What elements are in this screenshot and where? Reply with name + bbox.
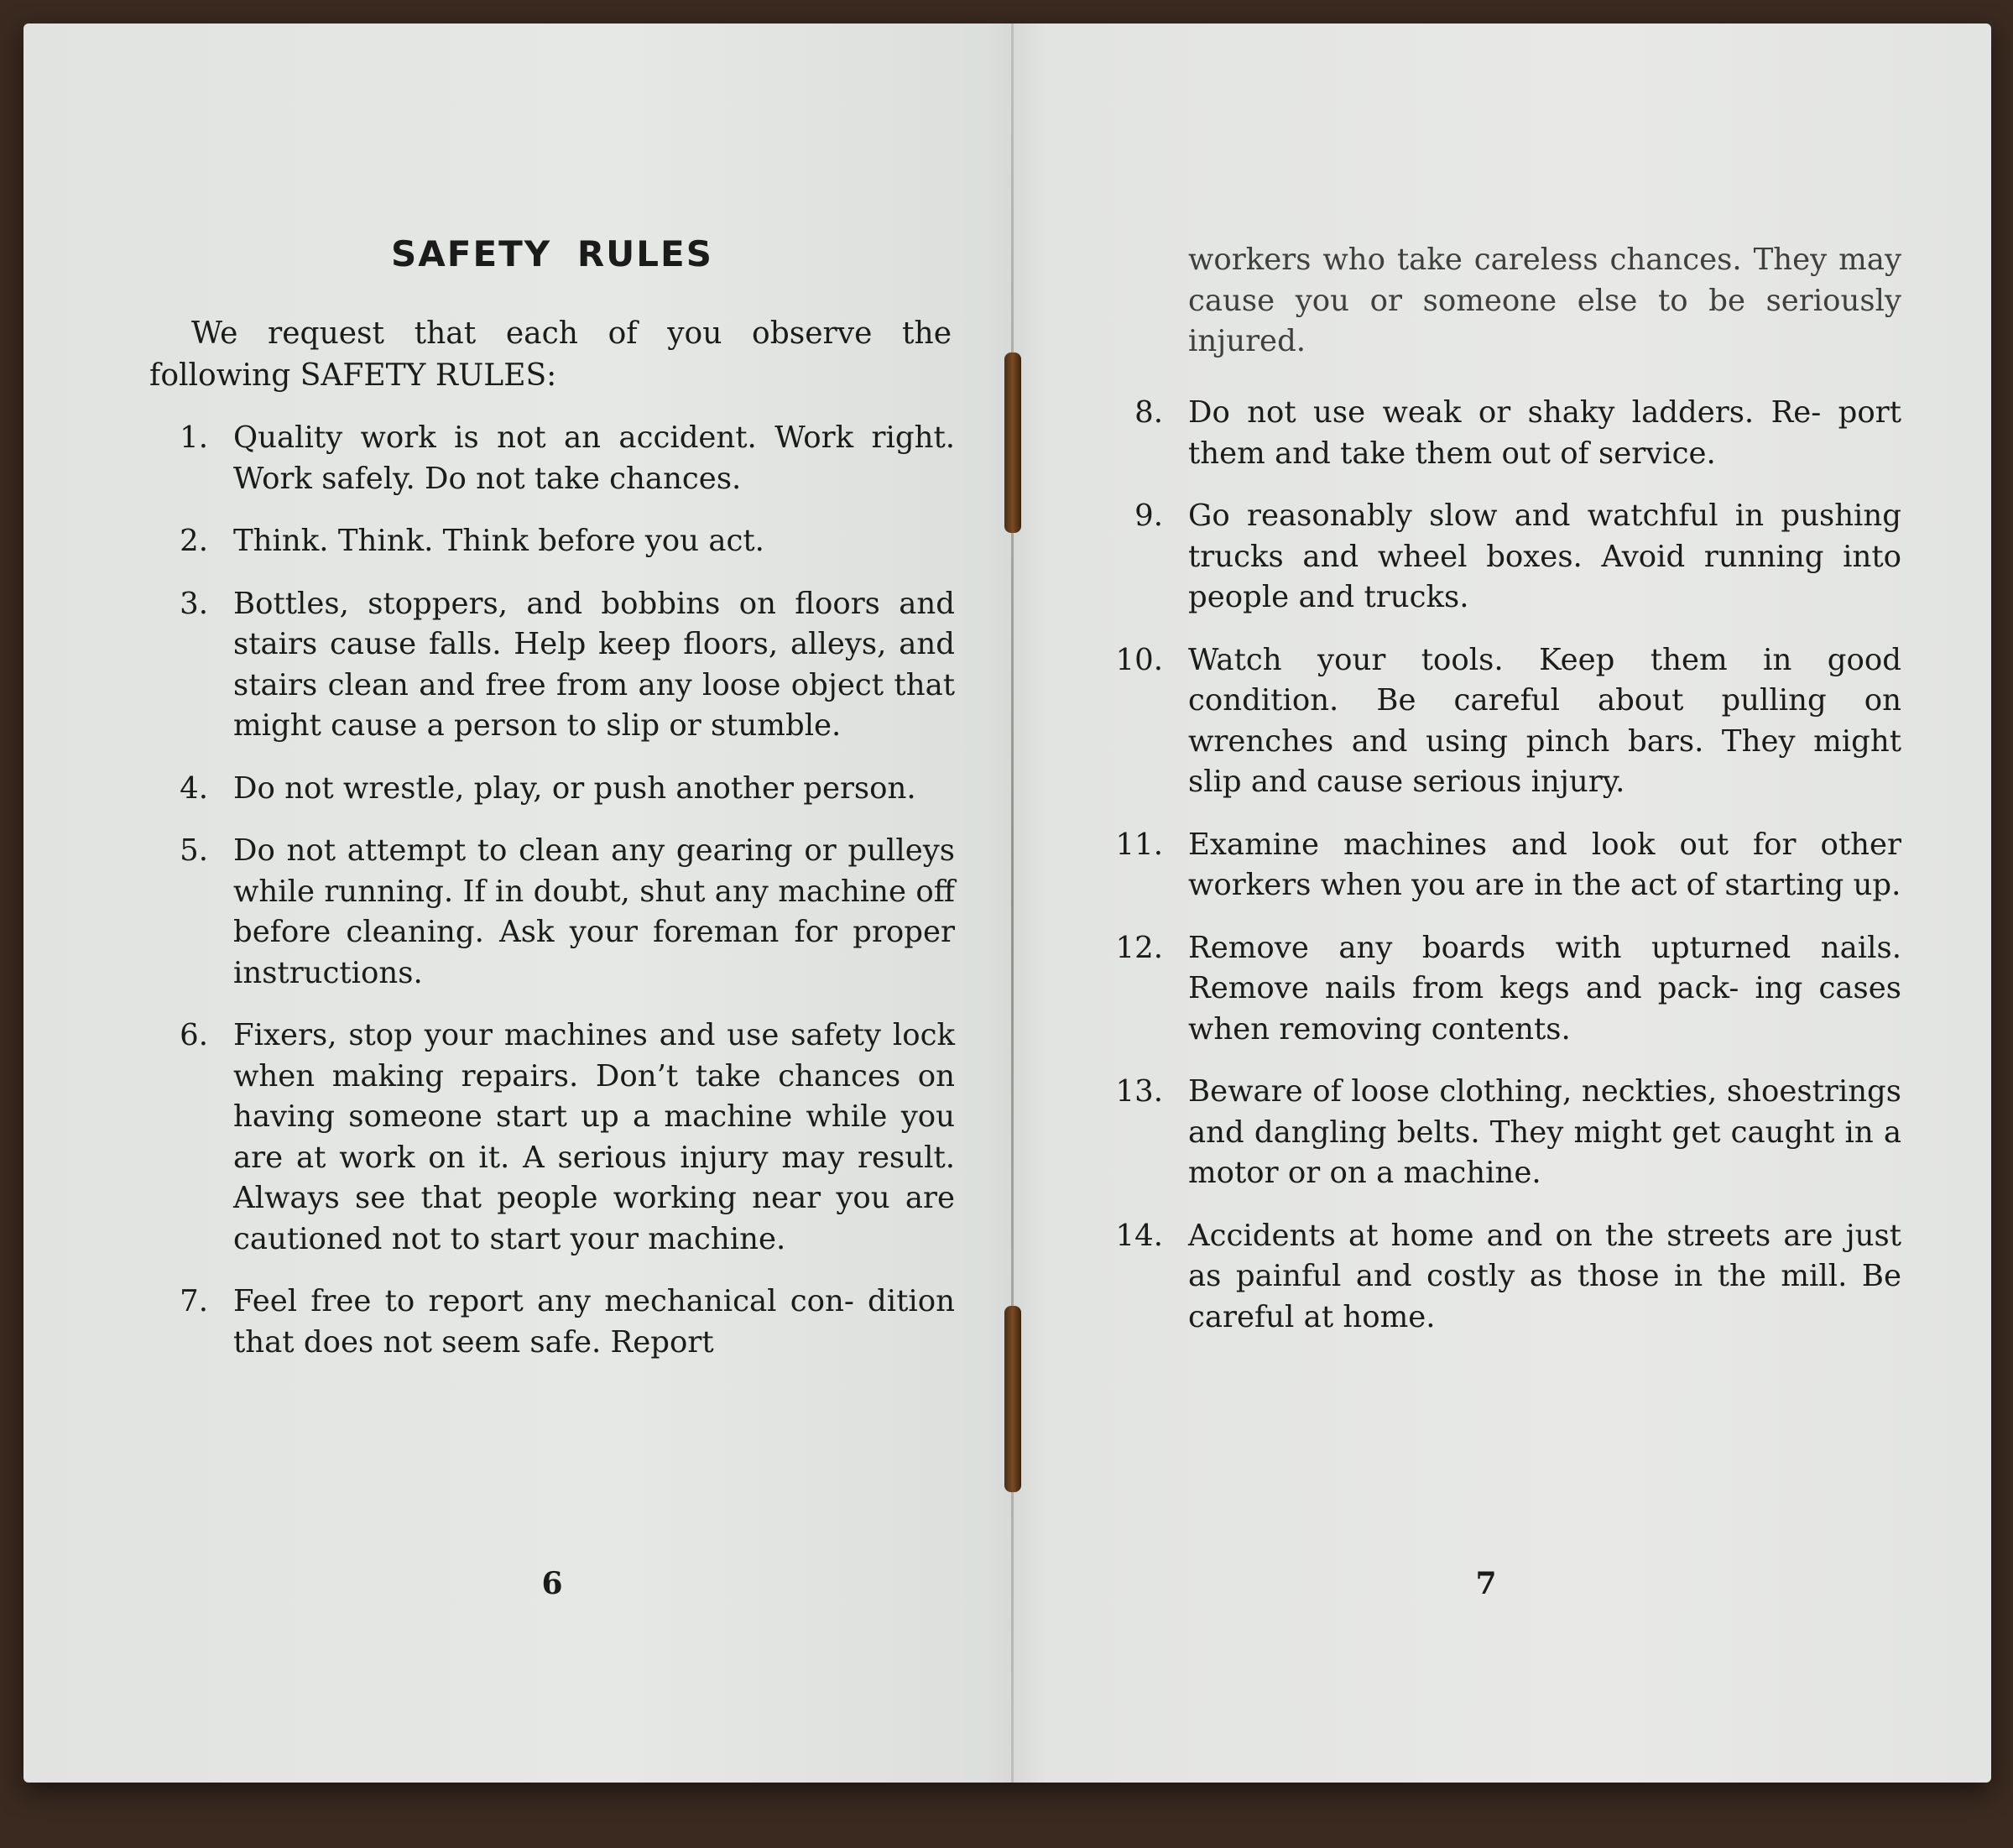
staple-top <box>1004 352 1021 533</box>
rule-14 <box>1071 1216 1901 1339</box>
rule-5 <box>149 831 955 994</box>
rule-10 <box>1071 640 1901 803</box>
rules-list-right <box>1071 393 1901 1360</box>
rule-number: 14. <box>1115 1218 1163 1253</box>
rule-3 <box>149 584 955 747</box>
rule-number: 10. <box>1115 642 1163 677</box>
rule-9 <box>1071 496 1901 619</box>
rule-text: Examine machines and look out for other workers when you are in the act of starting up. <box>1188 827 1901 902</box>
rule-text: Remove any boards with upturned nails. Remove nails from kegs and pack- ing cases when removing contents. <box>1188 930 1901 1047</box>
rule-number: 7. <box>180 1284 208 1318</box>
rule-number: 1. <box>180 420 208 455</box>
rule-text: Watch your tools. Keep them in good condition. Be careful about pulling on wrenches and using pinch bars. They might slip and cause serious injury. <box>1188 642 1901 799</box>
rule-text: Think. Think. Think before you act. <box>233 524 764 558</box>
rule-6 <box>149 1015 955 1260</box>
rule-text: Quality work is not an accident. Work right. Work safely. Do not take chances. <box>233 420 955 496</box>
rule-2 <box>149 521 955 562</box>
rule-text: Do not attempt to clean any gearing or pulleys while running. If in doubt, shut any machine off before cleaning. Ask your foreman for proper instructions. <box>233 833 955 990</box>
rule-text: Do not use weak or shaky ladders. Re- port them and take them out of service. <box>1188 395 1901 471</box>
spine-fold <box>1011 23 1014 1783</box>
rule-11 <box>1071 825 1901 906</box>
rule-1 <box>149 418 955 499</box>
rule-number: 12. <box>1115 930 1163 965</box>
rule-number: 5. <box>180 833 208 868</box>
page-title: SAFETY RULES <box>391 233 713 274</box>
booklet <box>23 23 1991 1783</box>
left-page <box>149 23 955 1783</box>
rule-number: 8. <box>1134 395 1163 430</box>
rule-text: Go reasonably slow and watchful in pushing trucks and wheel boxes. Avoid running into people and trucks. <box>1188 499 1901 614</box>
rule-number: 9. <box>1134 499 1163 533</box>
rule-number: 4. <box>180 770 208 806</box>
page-number: 6 <box>541 1566 563 1601</box>
rule-number: 13. <box>1115 1074 1163 1109</box>
rule-text: Fixers, stop your machines and use safety lock when making repairs. Don’t take chances on having someone start up a machine while you are at work on it. A serious injury may result. Always see that people working near you are cautioned not to start your machine. <box>233 1018 955 1256</box>
rule-text: Bottles, stoppers, and bobbins on floors and stairs cause falls. Help keep floors, alleys, and stairs clean and free from any loose object that might cause a person to slip or stumble. <box>233 586 955 743</box>
continued-text: workers who take careless chances. They may cause you or someone else to be seriously injured. <box>1188 243 1901 358</box>
rule-7 <box>149 1282 955 1363</box>
page-number: 7 <box>1475 1566 1497 1601</box>
rule-number: 3. <box>180 586 208 621</box>
rule-8 <box>1071 393 1901 474</box>
intro-paragraph: We request that each of you observe the following SAFETY RULES: <box>149 316 952 393</box>
rule-text: Do not wrestle, play, or push another person. <box>233 770 916 806</box>
right-page <box>1071 23 1901 1783</box>
staple-bottom <box>1004 1306 1021 1492</box>
rule-number: 2. <box>180 524 208 558</box>
rule-4 <box>149 769 955 810</box>
rule-number: 6. <box>180 1018 208 1052</box>
rule-text: Beware of loose clothing, neckties, shoestrings and dangling belts. They might get caught in a motor or on a machine. <box>1188 1074 1901 1190</box>
rules-list-left <box>149 418 955 1385</box>
rule-text: Accidents at home and on the streets are just as painful and costly as those in the mill. Be careful at home. <box>1188 1218 1901 1334</box>
rule-number: 11. <box>1115 827 1163 862</box>
rule-text: Feel free to report any mechanical con- dition that does not seem safe. Report <box>233 1284 955 1360</box>
rule-12 <box>1071 928 1901 1051</box>
rule-13 <box>1071 1072 1901 1194</box>
